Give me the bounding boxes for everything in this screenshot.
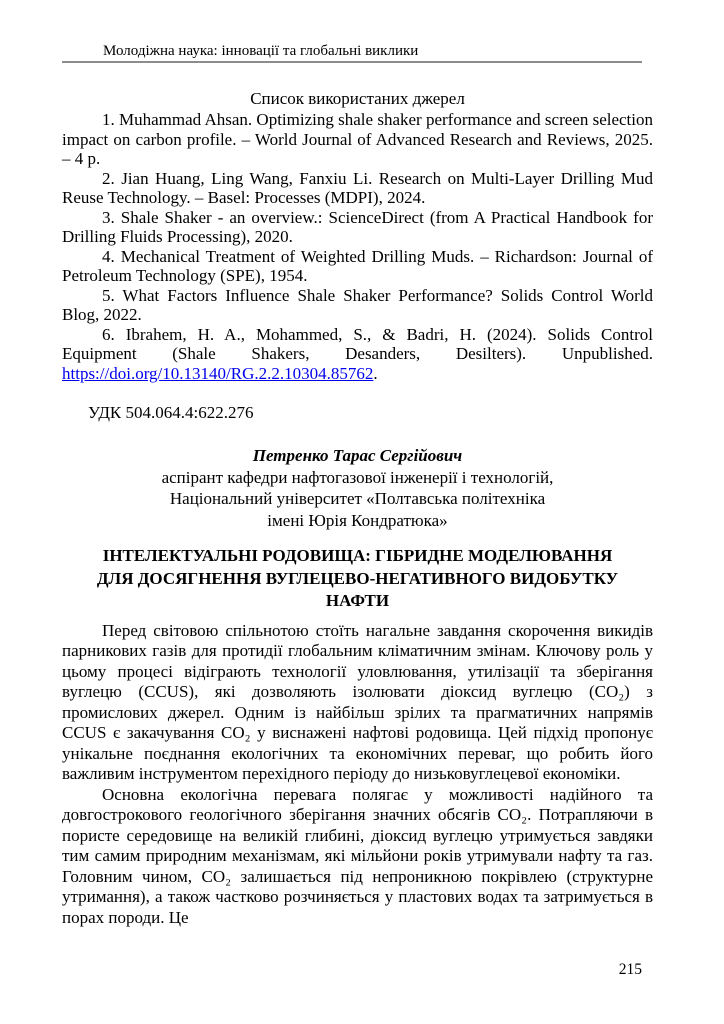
udc-code: УДК 504.064.4:622.276 <box>88 403 254 422</box>
article-body <box>62 621 653 929</box>
references-heading: Список використаних джерел <box>250 89 465 108</box>
author-position: аспірант кафедри нафтогазової інженерії і технологій, <box>161 467 554 487</box>
author-affiliation-line: Національний університет «Полтавська політехніка <box>169 489 546 508</box>
reference-item: 4. Mechanical Treatment of Weighted Drilling Muds. – Richardson: Journal of Petroleum Technology (SPE), 1954. <box>62 246 653 285</box>
reference-item: 3. Shale Shaker - an overview.: ScienceDirect (from A Practical Handbook for Drilling Fluids Processing), 2020. <box>62 207 653 246</box>
reference-item: 2. Jian Huang, Ling Wang, Fanxiu Li. Research on Multi-Layer Drilling Mud Reuse Technology. – Basel: Processes (MDPI), 2024. <box>62 168 653 207</box>
article-title-line: ДЛЯ ДОСЯГНЕННЯ ВУГЛЕЦЕВО-НЕГАТИВНОГО ВИДОБУТКУ <box>96 568 619 588</box>
author-affiliation-line: імені Юрія Кондратюка» <box>267 510 448 530</box>
reference-item: 1. Muhammad Ahsan. Optimizing shale shaker performance and screen selection impact on carbon profile. – World Journal of Advanced Research and Reviews, 2025. – 4 p. <box>62 110 653 168</box>
reference-text: . <box>373 363 378 383</box>
body-paragraph: Основна екологічна перевага полягає у можливості надійного та довгострокового геологічного зберігання значних обсягів CO₂. Потрапляючи в пористе середовище на великій глибині, діоксид вуглецю утримується завдяки тим самим природним механізмам, які мільйони років утримували нафту та газ. Головним чином, CO₂ залишається під непроникною покрівлею (структурне утримання), а також частково розчиняється у пластових водах та затримується в порах породи. Це <box>62 784 653 927</box>
body-paragraph: Перед світовою спільнотою стоїть нагальне завдання скорочення викидів парникових газів для протидії глобальним кліматичним змінам. Ключову роль у цьому процесі відіграють технології уловлювання, утилізації та зберігання вуглецю (CCUS), які дозволяють ізолювати діоксид вуглецю (CO₂) з промислових джерел. Одним із найбільш зрілих та прагматичних напрямів CCUS є закачування CO₂ у виснажені нафтові родовища. Цей підхід пропонує унікальне поєднання екологічних та економічних переваг, що робить його важливим інструментом перехідного періоду до низьковуглецевої економіки. <box>62 620 653 783</box>
article-title-line: НАФТИ <box>325 591 390 610</box>
article-title <box>62 545 653 613</box>
reference-text: 6. Ibrahem, H. A., Mohammed, S., & Badri, H. (2024). Solids Control Equipment (Shale Shakers, Desanders, Desilters). Unpublished. <box>62 324 653 363</box>
running-head: Молодіжна наука: інновації та глобальні виклики <box>103 43 419 59</box>
author-name: Петренко Тарас Сергійович <box>252 446 463 465</box>
reference-item: 5. What Factors Influence Shale Shaker Performance? Solids Control World Blog, 2022. <box>62 285 653 324</box>
header-rule <box>62 61 642 63</box>
references-list <box>62 110 653 383</box>
doi-link[interactable]: https://doi.org/10.13140/RG.2.2.10304.85762 <box>62 363 374 383</box>
page-number: 215 <box>618 961 642 978</box>
author-block <box>62 445 653 531</box>
reference-item <box>62 325 653 384</box>
page-content <box>62 88 653 928</box>
article-title-line: ІНТЕЛЕКТУАЛЬНІ РОДОВИЩА: ГІБРИДНЕ МОДЕЛЮВАННЯ <box>102 546 613 565</box>
